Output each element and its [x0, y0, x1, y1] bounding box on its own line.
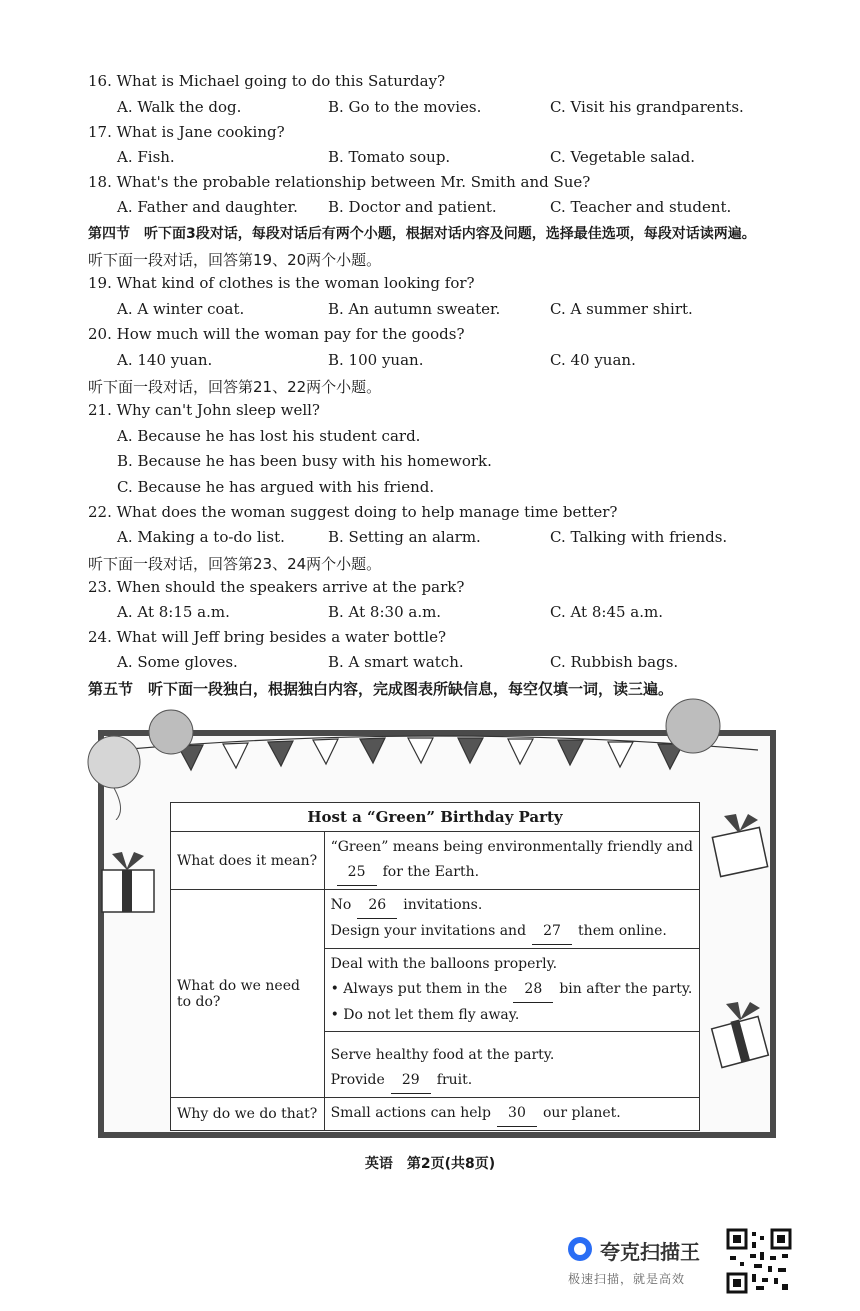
fruit-text-b: fruit. — [436, 1072, 473, 1088]
gift-box-right-icon — [710, 810, 772, 880]
scanner-tagline: 极速扫描，就是高效 — [568, 1272, 686, 1286]
q20-option-a: A. 140 yuan. — [117, 351, 213, 369]
q19-option-c: C. A summer shirt. — [550, 300, 693, 318]
scanner-logo-icon — [568, 1237, 592, 1261]
green-party-table — [170, 802, 700, 1131]
design-text-a: Design your invitations and — [330, 923, 527, 939]
q24-option-a: A. Some gloves. — [117, 653, 238, 671]
blank-28[interactable]: 28 — [513, 977, 553, 1003]
row-label-todo: What do we need to do? — [171, 890, 325, 1098]
question-24: 24. What will Jeff bring besides a water bottle? — [88, 628, 447, 646]
q16-option-c: C. Visit his grandparents. — [550, 98, 744, 116]
q18-option-c: C. Teacher and student. — [550, 198, 732, 216]
section-4-dialogue-2: 听下面一段对话，回答第21、22两个小题。 — [88, 378, 382, 396]
blank-29[interactable]: 29 — [391, 1068, 431, 1094]
blank-27[interactable]: 27 — [532, 919, 572, 945]
q22-option-b: B. Setting an alarm. — [328, 528, 481, 546]
bin-text-b: bin after the party. — [559, 981, 693, 997]
question-20: 20. How much will the woman pay for the goods? — [88, 325, 465, 343]
section-4-dialogue-1: 听下面一段对话，回答第19、20两个小题。 — [88, 251, 382, 269]
row-label-meaning: What does it mean? — [171, 832, 325, 890]
q17-option-c: C. Vegetable salad. — [550, 148, 696, 166]
q17-option-a: A. Fish. — [117, 148, 175, 166]
bin-text-a: • Always put them in the — [330, 981, 508, 997]
gift-box-left-icon — [98, 848, 158, 918]
q20-option-c: C. 40 yuan. — [550, 351, 636, 369]
q21-option-a: A. Because he has lost his student card. — [117, 427, 421, 445]
row-label-why: Why do we do that? — [171, 1098, 325, 1131]
q21-option-b: B. Because he has been busy with his homework. — [117, 452, 492, 470]
q20-option-b: B. 100 yuan. — [328, 351, 424, 369]
balloon-right-icon — [658, 696, 728, 776]
page-footer: 英语 第2页(共8页) — [364, 1156, 496, 1172]
q16-option-b: B. Go to the movies. — [328, 98, 482, 116]
qr-code-icon — [726, 1228, 792, 1294]
q22-option-c: C. Talking with friends. — [550, 528, 728, 546]
question-22: 22. What does the woman suggest doing to help manage time better? — [88, 503, 618, 521]
table-row — [171, 890, 700, 949]
fruit-text-a: Provide — [330, 1072, 385, 1088]
gift-box-lower-right-icon — [710, 1000, 772, 1070]
question-18: 18. What's the probable relationship between Mr. Smith and Sue? — [88, 173, 591, 191]
q22-option-a: A. Making a to-do list. — [117, 528, 285, 546]
section-4-dialogue-3: 听下面一段对话，回答第23、24两个小题。 — [88, 555, 382, 573]
q18-option-b: B. Doctor and patient. — [328, 198, 497, 216]
planet-text-a: Small actions can help — [330, 1105, 491, 1121]
question-17: 17. What is Jane cooking? — [88, 123, 285, 141]
q19-option-a: A. A winter coat. — [117, 300, 245, 318]
planet-text-b: our planet. — [542, 1105, 621, 1121]
fly-away-text: • Do not let them fly away. — [330, 1007, 520, 1023]
meaning-line-1: “Green” means being environmentally friendly and — [330, 839, 693, 855]
q24-option-c: C. Rubbish bags. — [550, 653, 679, 671]
food-text: Serve healthy food at the party. — [330, 1047, 555, 1063]
blank-25[interactable]: 25 — [337, 860, 377, 886]
question-16: 16. What is Michael going to do this Saturday? — [88, 72, 446, 90]
invitations-text-b: invitations. — [403, 897, 483, 913]
section-5-heading: 第五节 听下面一段独白，根据独白内容，完成图表所缺信息，每空仅填一词，读三遍。 — [88, 680, 674, 698]
q19-option-b: B. An autumn sweater. — [328, 300, 501, 318]
blank-26[interactable]: 26 — [357, 893, 397, 919]
section-4-heading: 第四节 听下面3段对话，每段对话后有两个小题，根据对话内容及问题，选择最佳选项，每段对话读两遍。 — [88, 226, 756, 242]
table-title: Host a “Green” Birthday Party — [171, 803, 700, 832]
q16-option-a: A. Walk the dog. — [117, 98, 242, 116]
balloons-text: Deal with the balloons properly. — [330, 956, 558, 972]
blank-30[interactable]: 30 — [497, 1101, 537, 1127]
table-row — [171, 832, 700, 890]
invitations-text-a: No — [330, 897, 352, 913]
party-poster — [98, 730, 776, 1138]
q21-option-c: C. Because he has argued with his friend. — [117, 478, 435, 496]
q23-option-b: B. At 8:30 a.m. — [328, 603, 442, 621]
table-row — [171, 1098, 700, 1131]
question-19: 19. What kind of clothes is the woman looking for? — [88, 274, 475, 292]
meaning-line-2: for the Earth. — [382, 864, 480, 880]
q18-option-a: A. Father and daughter. — [117, 198, 298, 216]
scanner-name: 夸克扫描王 — [600, 1240, 700, 1264]
q23-option-a: A. At 8:15 a.m. — [117, 603, 230, 621]
q24-option-b: B. A smart watch. — [328, 653, 464, 671]
design-text-b: them online. — [578, 923, 667, 939]
question-23: 23. When should the speakers arrive at the park? — [88, 578, 465, 596]
q23-option-c: C. At 8:45 a.m. — [550, 603, 663, 621]
question-21: 21. Why can't John sleep well? — [88, 401, 320, 419]
q17-option-b: B. Tomato soup. — [328, 148, 451, 166]
